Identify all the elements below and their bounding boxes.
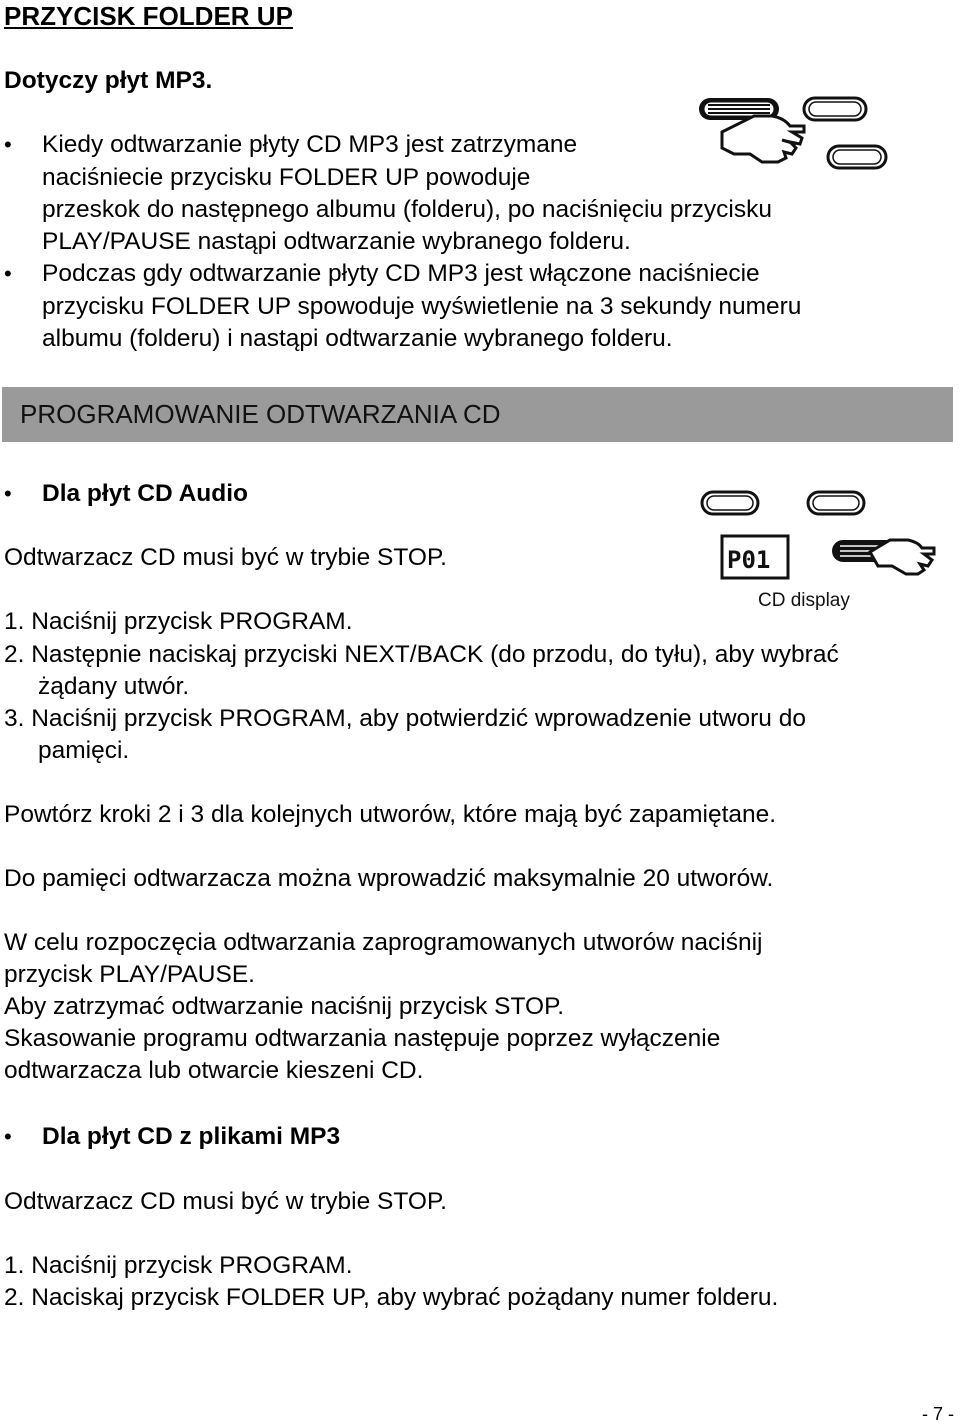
applies-to-note: Dotyczy płyt MP3.: [4, 67, 213, 94]
bullet1-line: Kiedy odtwarzanie płyty CD MP3 jest zatrzymane: [42, 131, 578, 158]
button-icon: [804, 98, 866, 120]
bullet-icon: •: [4, 132, 12, 157]
page-number: - 7 -: [921, 1404, 954, 1424]
bullet2-line: Podczas gdy odtwarzanie płyty CD MP3 jest włączone naciśniecie: [42, 260, 760, 287]
repeat-note: Powtórz kroki 2 i 3 dla kolejnych utworów, które mają być zapamiętane.: [4, 801, 777, 828]
lcd-display-icon: [722, 536, 788, 578]
banner-title: PROGRAMOWANIE ODTWARZANIA CD: [20, 399, 501, 429]
bullet-icon: •: [4, 481, 12, 506]
bullet1-line: PLAY/PAUSE nastąpi odtwarzanie wybranego folderu.: [42, 228, 631, 255]
stop-mode-note: Odtwarzacz CD musi być w trybie STOP.: [4, 1188, 447, 1215]
button-press-illustration: [692, 92, 892, 178]
audio-step-2-cont: żądany utwór.: [38, 673, 190, 700]
subsection-heading-audio: Dla płyt CD Audio: [42, 480, 248, 507]
pointing-hand-icon: [870, 540, 934, 574]
audio-step-2: 2. Następnie naciskaj przyciski NEXT/BACK (do przodu, do tyłu), aby wybrać: [4, 641, 839, 668]
audio-step-3: 3. Naciśnij przycisk PROGRAM, aby potwierdzić wprowadzenie utworu do: [4, 705, 806, 732]
cd-display-caption: CD display: [758, 590, 850, 611]
button-icon: [828, 146, 886, 168]
clear-program-note: Skasowanie programu odtwarzania następuje poprzez wyłączenie: [4, 1025, 721, 1052]
section-banner: [2, 387, 953, 442]
button-icon: [702, 492, 758, 514]
bullet2-line: przycisku FOLDER UP spowoduje wyświetlenie na 3 sekundy numeru: [42, 293, 802, 320]
cd-display-illustration: [694, 482, 938, 612]
max-tracks-note: Do pamięci odtwarzacza można wprowadzić maksymalnie 20 utworów.: [4, 865, 774, 892]
mp3-step-1: 1. Naciśnij przycisk PROGRAM.: [4, 1252, 353, 1279]
audio-step-3-cont: pamięci.: [38, 737, 130, 764]
mp3-step-2: 2. Naciskaj przycisk FOLDER UP, aby wybrać pożądany numer folderu.: [4, 1284, 779, 1311]
stop-playback-note: Aby zatrzymać odtwarzanie naciśnij przycisk STOP.: [4, 993, 565, 1020]
lcd-display-text: P01: [727, 546, 771, 574]
bullet2-line: albumu (folderu) i nastąpi odtwarzanie wybranego folderu.: [42, 325, 673, 352]
subsection-heading-mp3: Dla płyt CD z plikami MP3: [42, 1123, 341, 1150]
bullet-icon: •: [4, 261, 12, 286]
section-heading-folder-up: PRZYCISK FOLDER UP: [4, 1, 293, 31]
audio-step-1: 1. Naciśnij przycisk PROGRAM.: [4, 608, 353, 635]
pointing-hand-icon: [722, 116, 804, 162]
bullet-icon: •: [4, 1124, 12, 1149]
start-playback-note-cont: przycisk PLAY/PAUSE.: [4, 961, 255, 988]
start-playback-note: W celu rozpoczęcia odtwarzania zaprogramowanych utworów naciśnij: [4, 929, 763, 956]
clear-program-note-cont: odtwarzacza lub otwarcie kieszeni CD.: [4, 1057, 424, 1084]
bullet1-line: przeskok do następnego albumu (folderu), po naciśnięciu przycisku: [42, 196, 772, 223]
bullet1-line: naciśniecie przycisku FOLDER UP powoduje: [42, 164, 531, 191]
button-icon: [808, 492, 864, 514]
stop-mode-note: Odtwarzacz CD musi być w trybie STOP.: [4, 544, 447, 571]
